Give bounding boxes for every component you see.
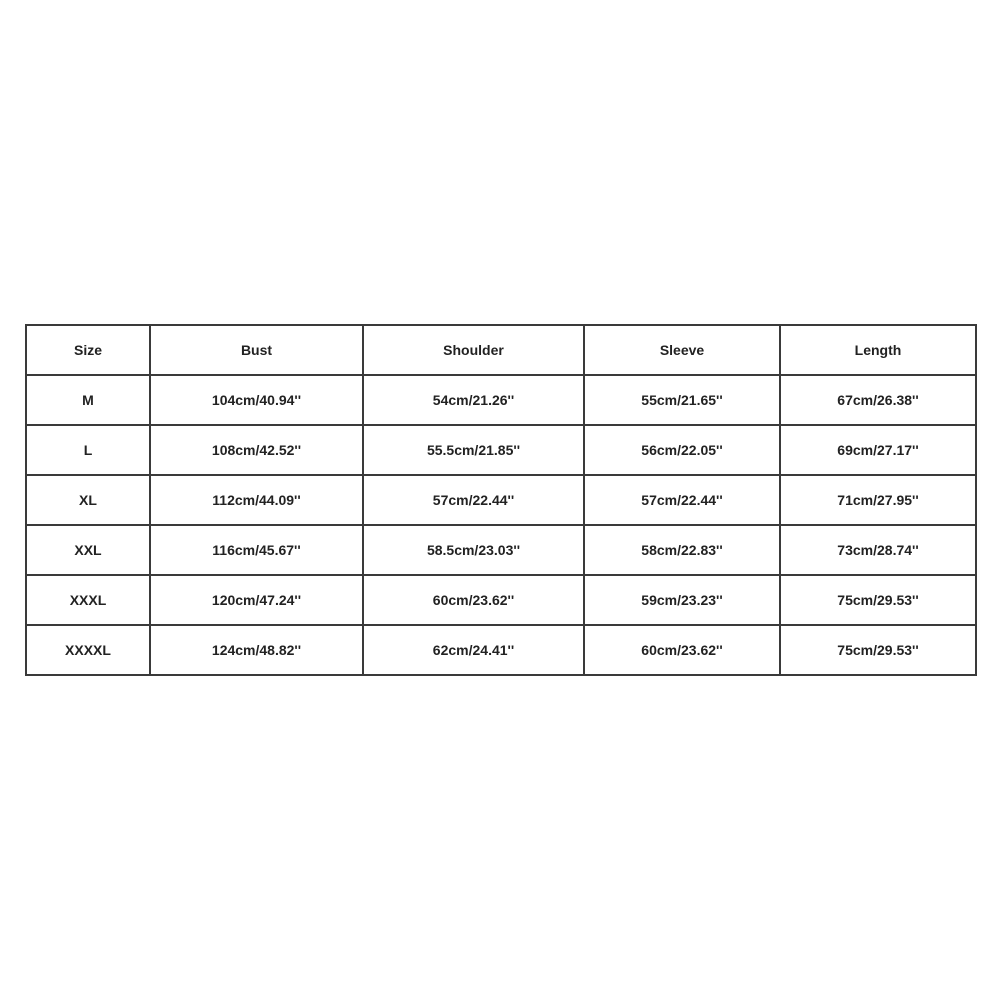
cell-bust: 120cm/47.24'' xyxy=(150,575,363,625)
size-chart-table xyxy=(25,324,977,676)
table-row xyxy=(26,425,976,475)
header-length: Length xyxy=(780,325,976,375)
cell-bust: 112cm/44.09'' xyxy=(150,475,363,525)
cell-sleeve: 58cm/22.83'' xyxy=(584,525,780,575)
cell-length: 75cm/29.53'' xyxy=(780,625,976,675)
table-row xyxy=(26,375,976,425)
cell-length: 75cm/29.53'' xyxy=(780,575,976,625)
cell-sleeve: 56cm/22.05'' xyxy=(584,425,780,475)
cell-shoulder: 54cm/21.26'' xyxy=(363,375,584,425)
header-size: Size xyxy=(26,325,150,375)
cell-sleeve: 55cm/21.65'' xyxy=(584,375,780,425)
cell-sleeve: 60cm/23.62'' xyxy=(584,625,780,675)
header-sleeve: Sleeve xyxy=(584,325,780,375)
cell-shoulder: 57cm/22.44'' xyxy=(363,475,584,525)
cell-shoulder: 58.5cm/23.03'' xyxy=(363,525,584,575)
cell-length: 67cm/26.38'' xyxy=(780,375,976,425)
table-header-row xyxy=(26,325,976,375)
table-row xyxy=(26,575,976,625)
table-row xyxy=(26,475,976,525)
header-shoulder: Shoulder xyxy=(363,325,584,375)
cell-sleeve: 57cm/22.44'' xyxy=(584,475,780,525)
cell-size: XXL xyxy=(26,525,150,575)
cell-length: 69cm/27.17'' xyxy=(780,425,976,475)
cell-size: M xyxy=(26,375,150,425)
cell-shoulder: 55.5cm/21.85'' xyxy=(363,425,584,475)
cell-size: XXXL xyxy=(26,575,150,625)
cell-size: XL xyxy=(26,475,150,525)
cell-shoulder: 62cm/24.41'' xyxy=(363,625,584,675)
cell-size: XXXXL xyxy=(26,625,150,675)
table-row xyxy=(26,625,976,675)
cell-sleeve: 59cm/23.23'' xyxy=(584,575,780,625)
cell-bust: 104cm/40.94'' xyxy=(150,375,363,425)
cell-bust: 116cm/45.67'' xyxy=(150,525,363,575)
cell-bust: 124cm/48.82'' xyxy=(150,625,363,675)
cell-size: L xyxy=(26,425,150,475)
header-bust: Bust xyxy=(150,325,363,375)
cell-length: 71cm/27.95'' xyxy=(780,475,976,525)
cell-shoulder: 60cm/23.62'' xyxy=(363,575,584,625)
table-row xyxy=(26,525,976,575)
cell-bust: 108cm/42.52'' xyxy=(150,425,363,475)
cell-length: 73cm/28.74'' xyxy=(780,525,976,575)
